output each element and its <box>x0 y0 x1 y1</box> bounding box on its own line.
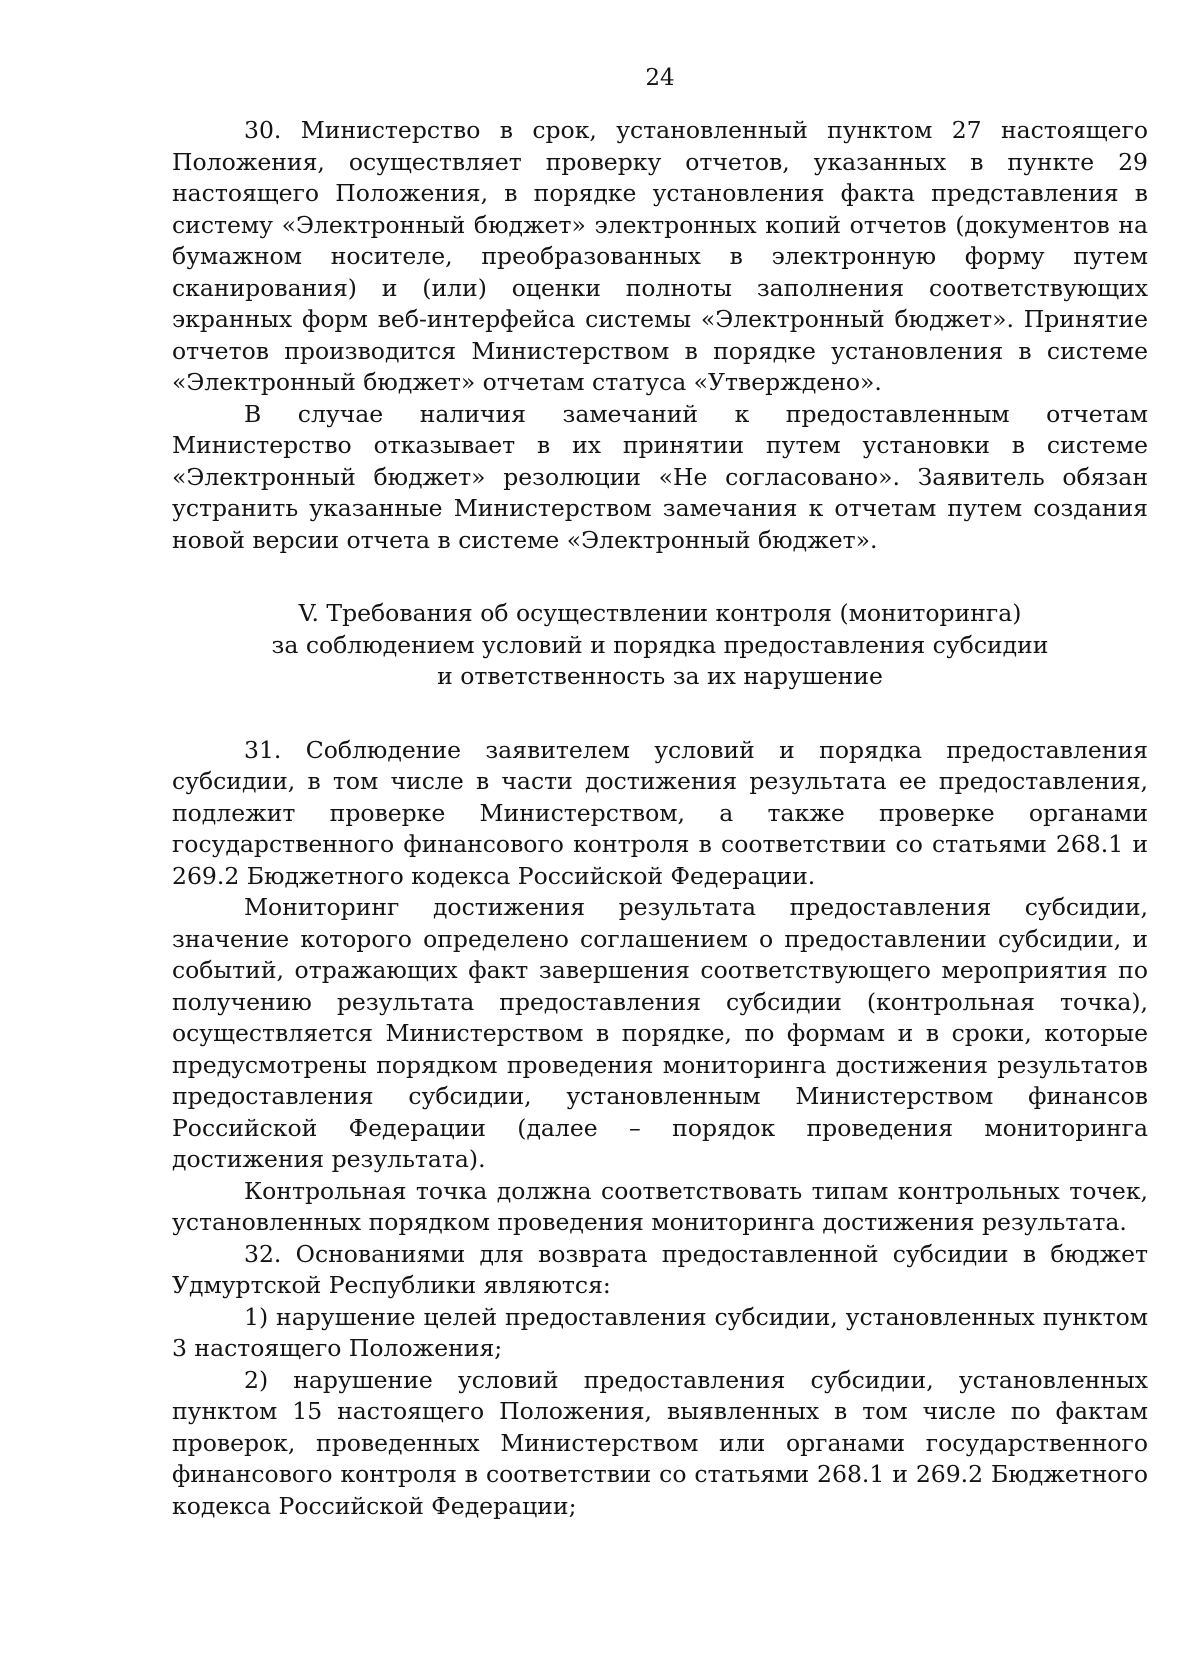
scan-artifact <box>0 1647 300 1661</box>
document-body <box>172 115 1148 1522</box>
section-heading-line-3: и ответственность за их нарушение <box>437 662 883 690</box>
paragraph-31: 31. Соблюдение заявителем условий и порядка предоставления субсидии, в том числе в части достижения результата ее предоставления, подлежит проверке Министерством, а также проверке органами государственного финансового контроля в соответствии со статьями 268.1 и 269.2 Бюджетного кодекса Российской Федерации. <box>172 735 1148 890</box>
page-number: 24 <box>645 65 675 91</box>
paragraph-32: 32. Основаниями для возврата предоставленной субсидии в бюджет Удмуртской Республики являются: <box>172 1239 1148 1299</box>
paragraph-control-point: Контрольная точка должна соответствовать типам контрольных точек, установленных порядком проведения мониторинга достижения результата. <box>172 1176 1148 1236</box>
paragraph-monitoring: Мониторинг достижения результата предоставления субсидии, значение которого определено соглашением о предоставлении субсидии, и событий, отражающих факт завершения соответствующего мероприятия по получению результата предоставления субсидии (контрольная точка), осуществляется Министерством в порядке, по формам и в сроки, которые предусмотрены порядком проведения мониторинга достижения результатов предоставления субсидии, установленным Министерством финансов Российской Федерации (далее – порядок проведения мониторинга достижения результата). <box>172 893 1148 1173</box>
section-heading-line-2: за соблюдением условий и порядка предоставления субсидии <box>271 630 1049 659</box>
list-item-2: 2) нарушение условий предоставления субсидии, установленных пунктом 15 настоящего Положения, выявленных в том числе по фактам проверок, проведенных Министерством или органами государственного финансового контроля в соответствии со статьями 268.1 и 269.2 Бюджетного кодекса Российской Федерации; <box>172 1365 1148 1520</box>
paragraph-30-remarks: В случае наличия замечаний к предоставленным отчетам Министерство отказывает в их принятии путем установки в системе «Электронный бюджет» резолюции «Не согласовано». Заявитель обязан устранить указанные Министерством замечания к отчетам путем создания новой версии отчета в системе «Электронный бюджет». <box>172 399 1148 554</box>
list-item-1: 1) нарушение целей предоставления субсидии, установленных пунктом 3 настоящего Положения; <box>172 1302 1148 1362</box>
section-heading <box>172 598 1148 693</box>
paragraph-30: 30. Министерство в срок, установленный пунктом 27 настоящего Положения, осуществляет проверку отчетов, указанных в пункте 29 настоящего Положения, в порядке установления факта представления в систему «Электронный бюджет» электронных копий отчетов (документов на бумажном носителе, преобразованных в электронную форму путем сканирования) и (или) оценки полноты заполнения соответствующих экранных форм веб-интерфейса системы «Электронный бюджет». Принятие отчетов производится Министерством в порядке установления в системе «Электронный бюджет» отчетам статуса «Утверждено». <box>172 116 1148 396</box>
section-heading-line-1: V. Требования об осуществлении контроля (мониторинга) <box>298 599 1022 627</box>
